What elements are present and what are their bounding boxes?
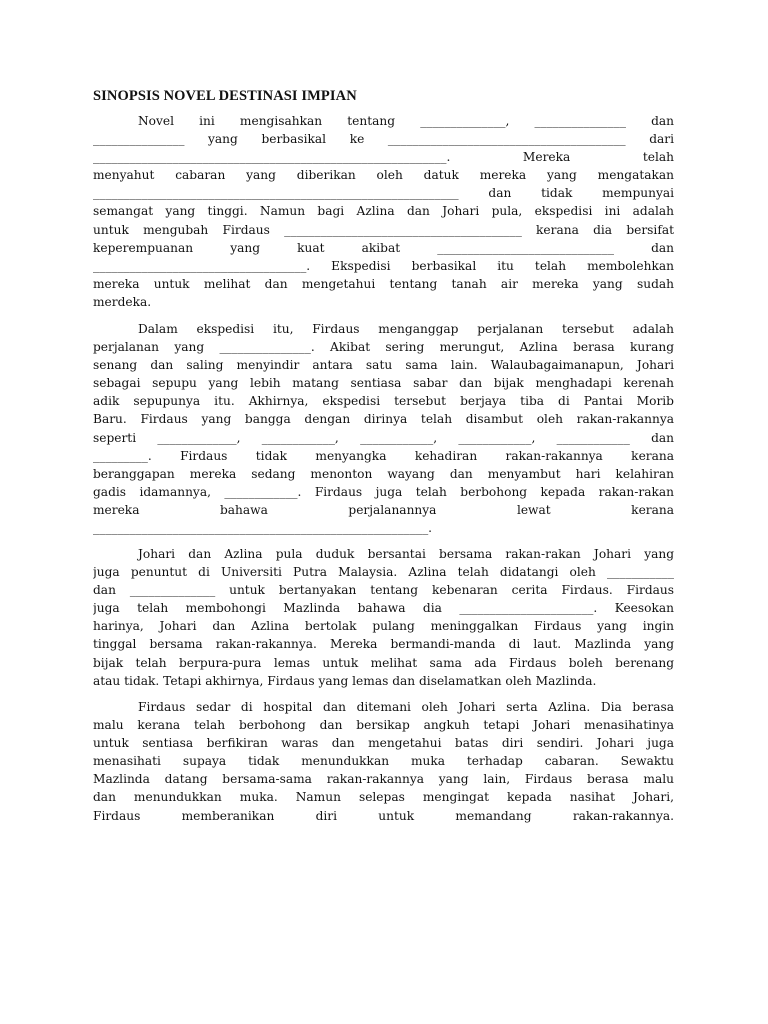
text-line: _______________ yang berbasikal ke _______________________________________ dari bbox=[93, 132, 674, 147]
text-line: perjalanan yang _______________. Akibat sering merungut, Azlina berasa kurang bbox=[93, 340, 674, 355]
text-line: menyahut cabaran yang diberikan oleh datuk mereka yang mengatakan bbox=[93, 168, 674, 183]
text-line: atau tidak. Tetapi akhirnya, Firdaus yang lemas dan diselamatkan oleh Mazlinda. bbox=[93, 673, 597, 688]
text-line: menasihati supaya tidak menundukkan muka terhadap cabaran. Sewaktu bbox=[93, 754, 674, 769]
text-line: dan ______________ untuk bertanyakan tentang kebenaran cerita Firdaus. Firdaus bbox=[93, 583, 674, 598]
text-line: ___________________________________. Ekspedisi berbasikal itu telah membolehkan bbox=[93, 258, 674, 273]
paragraph-4 bbox=[93, 698, 674, 825]
paragraph-1 bbox=[93, 112, 674, 311]
text-line: Firdaus memberanikan diri untuk memandang rakan-rakannya. bbox=[93, 808, 674, 823]
document-title: SINOPSIS NOVEL DESTINASI IMPIAN bbox=[93, 88, 357, 104]
paragraph-2 bbox=[93, 320, 674, 537]
text-line: Firdaus sedar di hospital dan ditemani oleh Johari serta Azlina. Dia berasa bbox=[138, 700, 674, 714]
text-line: senang dan saling menyindir antara satu sama lain. Walaubagaimanapun, Johari bbox=[93, 358, 674, 373]
text-line: _______________________________________________________. bbox=[93, 521, 433, 536]
text-line: gadis idamannya, ____________. Firdaus juga telah berbohong kepada rakan-rakan bbox=[93, 484, 674, 499]
text-line: merdeka. bbox=[93, 294, 152, 309]
text-line: harinya, Johari dan Azlina bertolak pulang meninggalkan Firdaus yang ingin bbox=[93, 619, 674, 634]
text-line: Johari dan Azlina pula duduk bersantai bersama rakan-rakan Johari yang bbox=[138, 547, 674, 561]
text-line: malu kerana telah berbohong dan bersikap angkuh tetapi Johari menasihatinya bbox=[93, 718, 674, 733]
text-line: seperti _____________, ____________, ____________, ____________, ____________ dan bbox=[93, 430, 674, 445]
text-line: untuk mengubah Firdaus _______________________________________ kerana dia bersifat bbox=[93, 222, 674, 237]
text-line: sebagai sepupu yang lebih matang sentiasa sabar dan bijak menghadapi kerenah bbox=[93, 376, 674, 391]
text-line: Baru. Firdaus yang bangga dengan dirinya telah disambut oleh rakan-rakannya bbox=[93, 412, 674, 427]
text-line: Novel ini mengisahkan tentang ______________, _______________ dan bbox=[138, 114, 674, 128]
text-line: ____________________________________________________________ dan tidak mempunyai bbox=[93, 186, 674, 201]
text-line: dan menundukkan muka. Namun selepas mengingat kepada nasihat Johari, bbox=[93, 790, 674, 805]
text-line: juga penuntut di Universiti Putra Malaysia. Azlina telah didatangi oleh ___________ bbox=[93, 565, 674, 580]
text-line: __________________________________________________________. Mereka telah bbox=[93, 150, 674, 165]
text-line: keperempuanan yang kuat akibat _____________________________ dan bbox=[93, 240, 674, 255]
text-line: Mazlinda datang bersama-sama rakan-rakannya yang lain, Firdaus berasa malu bbox=[93, 772, 674, 787]
paragraph-3 bbox=[93, 545, 674, 690]
text-line: untuk sentiasa berfikiran waras dan mengetahui batas diri sendiri. Johari juga bbox=[93, 736, 674, 751]
text-line: juga telah membohongi Mazlinda bahawa dia ______________________. Keesokan bbox=[93, 601, 674, 616]
text-line: _________. Firdaus tidak menyangka kehadiran rakan-rakannya kerana bbox=[93, 448, 674, 463]
text-line: mereka untuk melihat dan mengetahui tentang tanah air mereka yang sudah bbox=[93, 276, 674, 291]
text-line: semangat yang tinggi. Namun bagi Azlina dan Johari pula, ekspedisi ini adalah bbox=[93, 204, 674, 219]
text-line: Dalam ekspedisi itu, Firdaus menganggap perjalanan tersebut adalah bbox=[138, 322, 674, 336]
text-line: bijak telah berpura-pura lemas untuk melihat sama ada Firdaus boleh berenang bbox=[93, 655, 674, 670]
text-line: mereka bahawa perjalanannya lewat kerana bbox=[93, 502, 674, 517]
text-line: adik sepupunya itu. Akhirnya, ekspedisi tersebut berjaya tiba di Pantai Morib bbox=[93, 394, 674, 409]
text-line: tinggal bersama rakan-rakannya. Mereka bermandi-manda di laut. Mazlinda yang bbox=[93, 637, 674, 652]
text-line: beranggapan mereka sedang menonton wayang dan menyambut hari kelahiran bbox=[93, 466, 674, 481]
